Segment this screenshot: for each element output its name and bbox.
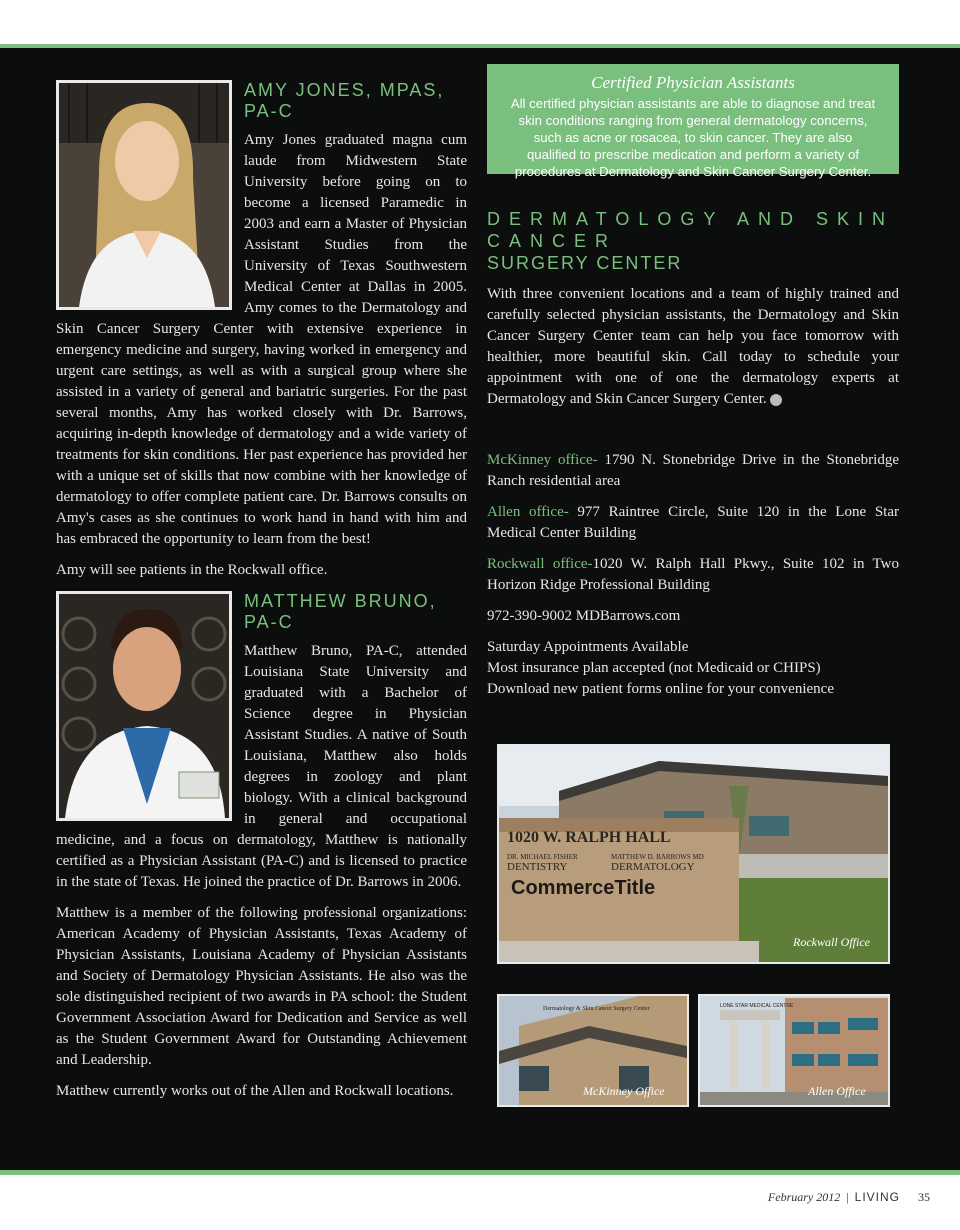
- bottom-accent-bar: [0, 1170, 960, 1175]
- mckinney-office-caption: McKinney Office: [583, 1084, 665, 1098]
- extra-saturday: Saturday Appointments Available: [487, 639, 689, 655]
- matthew-bruno-heading: MATTHEW BRUNO, PA-C: [244, 591, 437, 632]
- extra-forms: Download new patient forms online for your convenience: [487, 681, 834, 697]
- right-column: [487, 64, 899, 700]
- matthew-bruno-photo: [56, 591, 232, 821]
- allen-office-caption: Allen Office: [808, 1084, 866, 1098]
- office-rockwall-address: 1020 W. Ralph Hall Pkwy., Suite 102 in Two Horizon Ridge Professional Building: [487, 556, 900, 593]
- footer-section: LIVING: [854, 1190, 900, 1204]
- rockwall-office-caption: Rockwall Office: [793, 935, 870, 949]
- sign-street: 1020 W. RALPH HALL: [507, 829, 671, 846]
- rockwall-office-photo: [497, 744, 890, 964]
- sign-dentistry: DENTISTRY: [507, 861, 568, 873]
- extra-insurance: Most insurance plan accepted (not Medicaid or CHIPS): [487, 660, 821, 676]
- certified-pa-title: Certified Physician Assistants: [591, 73, 795, 92]
- center-body: [487, 284, 899, 410]
- allen-office-photo: [698, 994, 890, 1107]
- center-heading-line2: SURGERY CENTER: [487, 253, 683, 273]
- certified-pa-box: [487, 64, 899, 179]
- center-heading-line1: DERMATOLOGY AND SKIN CANCER: [487, 209, 895, 251]
- office-rockwall-name: Rockwall office-: [487, 556, 593, 572]
- matthew-bruno-memberships: Matthew is a member of the following professional organizations: American Academy of Physician Assistants, Texas Academy of Physician Assistants, Louisiana Academy of Physician Assistants and Society of Dermatology Physician Assistants. He also was the sole distinguished recipient of two awards in PA school: the Student Government Association Award for Dedication and Service as well as the Student Government Award for Outstanding Achievement and Leadership.: [56, 905, 467, 1068]
- office-allen-name: Allen office-: [487, 504, 569, 520]
- amy-jones-bio: Amy Jones graduated magna cum laude from Midwestern State University before going on to become a licensed Paramedic in 2003 and earn a Master of Physician Assistant Studies from the University of Texas Southwestern Medical Center at Dallas in 2005. Amy comes to the Dermatology and Skin Cancer Surgery Center with extensive experience in emergency medicine and surgery, having worked in emergency and urgent care settings, as well as with a surgical group where she assisted in a variety of general and bariatric surgeries. For the past several months, Amy has worked closely with Dr. Barrows, acquiring in-depth knowledge of dermatology and a wide variety of treatments for skin conditions. Her past experience has provided her with a unique set of skills that now combine with her knowledge of dermatology to offer complete patient care. Dr. Barrows consults on Amy's cases as she continues to work hand in hand with him and has embraced the opportunity to learn from the best!: [56, 132, 467, 547]
- office-allen-address: 977 Raintree Circle, Suite 120 in the Lone Star Medical Center Building: [487, 504, 899, 541]
- office-mckinney: [487, 450, 899, 492]
- center-body-text: With three convenient locations and a team of highly trained and carefully selected physician assistants, the Dermatology and Skin Cancer Surgery Center team can help you face tomorrow with healthier, more beautiful skin. Call today to schedule your appointment with one of one the dermatology experts at Dermatology and Skin Cancer Surgery Center.: [487, 286, 899, 407]
- office-rockwall: [487, 554, 899, 596]
- matthew-bruno-bio: Matthew Bruno, PA-C, attended Louisiana State University and graduated with a Bachelor of Science degree in Physician Assistant Studies. A native of South Louisiana, Matthew also holds degrees in zoology and plant biology. With a clinical background in general and occupational medicine, and a focus on dermatology, Matthew is nationally certified as a Physician Assistant (PA-C) and is licensed to practice in the state of Texas. He joined the practice of Dr. Barrows in 2006.: [56, 643, 467, 890]
- amy-jones-office-note: Amy will see patients in the Rockwall office.: [56, 562, 328, 578]
- mckinney-office-photo: [497, 994, 689, 1107]
- office-mckinney-address: 1790 N. Stonebridge Drive in the Stonebridge Ranch residential area: [487, 452, 899, 489]
- sign-bank: CommerceTitle: [511, 877, 656, 899]
- certified-pa-body: All certified physician assistants are able to diagnose and treat skin conditions ranging from general dermatology concerns, such as acne or rosacea, to skin cancer. They are also qualified to prescribe medication and perform a variety of procedures at Dermatology and Skin Cancer Surgery Center.: [510, 96, 876, 179]
- left-column: [56, 80, 467, 1112]
- extras-list: [487, 637, 899, 700]
- office-allen: [487, 502, 899, 544]
- center-heading: [487, 208, 899, 274]
- matthew-bruno-office-note: Matthew currently works out of the Allen and Rockwall locations.: [56, 1083, 454, 1099]
- page-footer: [768, 1190, 930, 1205]
- footer-separator: |: [846, 1190, 849, 1204]
- allen-sign: LONE STAR MEDICAL CENTRE: [720, 1003, 794, 1009]
- sign-dentistry-top: DR. MICHAEL FISHER: [507, 853, 578, 861]
- amy-jones-photo: [56, 80, 232, 310]
- page-number: 35: [918, 1190, 930, 1204]
- sign-derm-top: MATTHEW D. BARROWS MD: [611, 853, 704, 861]
- end-mark-icon: [770, 394, 782, 406]
- mckinney-sign: Dermatology & Skin Cancer Surgery Center: [543, 1006, 650, 1012]
- contact-info: 972-390-9002 MDBarrows.com: [487, 608, 681, 624]
- sign-derm: DERMATOLOGY: [611, 861, 695, 873]
- amy-jones-heading: AMY JONES, MPAS, PA-C: [244, 80, 445, 121]
- footer-date: February 2012: [767, 1190, 841, 1204]
- office-mckinney-name: McKinney office-: [487, 452, 598, 468]
